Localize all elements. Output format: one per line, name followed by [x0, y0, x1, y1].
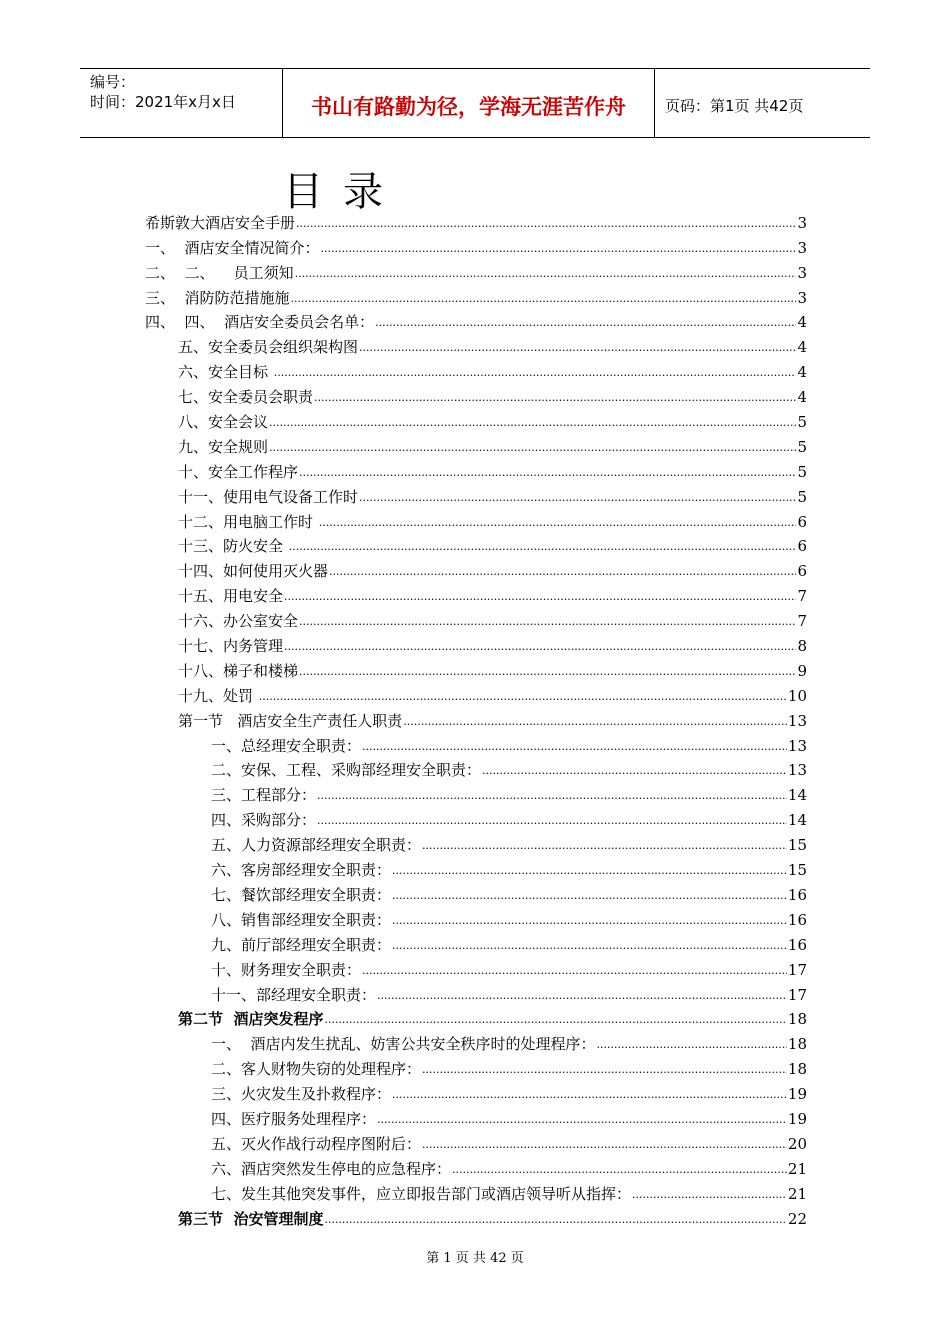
toc-entry[interactable] [145, 1054, 807, 1079]
toc-leader-dots [299, 613, 796, 631]
toc-entry-page: 3 [797, 238, 807, 257]
toc-entry-page: 18 [787, 1060, 807, 1079]
toc-leader-dots [422, 1136, 787, 1154]
toc-leader-dots [377, 987, 787, 1005]
toc-entry[interactable] [145, 955, 807, 980]
toc-entry-page: 13 [787, 736, 807, 755]
toc-entry-page: 14 [787, 811, 807, 830]
toc-entry-page: 5 [797, 487, 807, 506]
toc-entry[interactable] [145, 1204, 807, 1229]
toc-entry-page: 19 [787, 1085, 807, 1104]
toc-entry-page: 13 [787, 711, 807, 730]
toc-entry[interactable] [145, 706, 807, 731]
toc-entry-title: 六、安全目标 [178, 363, 273, 382]
toc-entry[interactable] [145, 606, 807, 631]
toc-entry-page: 7 [797, 587, 807, 606]
toc-entry-page: 21 [787, 1159, 807, 1178]
toc-entry-title: 三、火灾发生及扑救程序： [211, 1085, 392, 1104]
toc-entry[interactable] [145, 855, 807, 880]
toc-leader-dots [329, 563, 796, 581]
toc-entry-page: 4 [797, 388, 807, 407]
toc-leader-dots [359, 489, 796, 507]
toc-leader-dots [375, 314, 796, 332]
toc-entry-title: 十、安全工作程序 [178, 462, 299, 481]
toc-entry-title: 七、发生其他突发事件，应立即报告部门或酒店领导听从指挥： [211, 1184, 632, 1203]
toc-entry[interactable] [145, 880, 807, 905]
toc-entry-title: 一、 酒店内发生扰乱、妨害公共安全秩序时的处理程序： [211, 1035, 596, 1054]
toc-entry-page: 3 [797, 288, 807, 307]
toc-entry-page: 9 [797, 661, 807, 680]
toc-entry-title: 一、总经理安全职责： [211, 736, 362, 755]
toc-entry[interactable] [145, 1104, 807, 1129]
toc-entry-page: 22 [787, 1209, 807, 1228]
toc-entry[interactable] [145, 980, 807, 1005]
toc-leader-dots [319, 514, 797, 532]
toc-entry-title: 三、工程部分： [211, 786, 317, 805]
toc-entry[interactable] [145, 756, 807, 781]
toc-leader-dots [324, 1011, 786, 1029]
toc-leader-dots [317, 812, 787, 830]
toc-leader-dots [296, 215, 796, 233]
toc-entry-page: 4 [797, 363, 807, 382]
toc-leader-dots [259, 688, 787, 706]
toc-entry[interactable] [145, 407, 807, 432]
toc-entry[interactable] [145, 532, 807, 557]
toc-leader-dots [284, 638, 796, 656]
toc-leader-dots [632, 1186, 787, 1204]
toc-entry-title: 四、医疗服务处理程序： [211, 1109, 377, 1128]
toc-entry[interactable] [145, 208, 807, 233]
toc-entry-page: 15 [787, 836, 807, 855]
document-date: 时间：2021年x月x日 [90, 93, 236, 111]
toc-leader-dots [392, 862, 787, 880]
toc-entry-page: 16 [787, 910, 807, 929]
toc-entry-title: 四、采购部分： [211, 811, 317, 830]
toc-entry[interactable] [145, 258, 807, 283]
toc-entry-title: 十一、部经理安全职责： [211, 985, 377, 1004]
toc-leader-dots [392, 1086, 787, 1104]
toc-entry-page: 6 [797, 562, 807, 581]
toc-entry[interactable] [145, 631, 807, 656]
toc-leader-dots [295, 265, 797, 283]
toc-entry-title: 十三、防火安全 [178, 537, 288, 556]
toc-entry-title: 十、财务理安全职责： [211, 960, 362, 979]
header-meta [80, 69, 283, 137]
toc-entry-title: 八、销售部经理安全职责： [211, 910, 392, 929]
toc-entry[interactable] [145, 1029, 807, 1054]
toc-entry[interactable] [145, 507, 807, 532]
toc-entry[interactable] [145, 731, 807, 756]
toc-entry-page: 14 [787, 786, 807, 805]
toc-entry-page: 6 [797, 537, 807, 556]
toc-leader-dots [269, 439, 796, 457]
toc-entry[interactable] [145, 556, 807, 581]
toc-entry-page: 13 [787, 761, 807, 780]
toc-entry-page: 3 [797, 263, 807, 282]
toc-leader-dots [324, 1211, 786, 1229]
toc-entry-page: 5 [797, 437, 807, 456]
toc-entry[interactable] [145, 332, 807, 357]
toc-entry[interactable] [145, 432, 807, 457]
toc-leader-dots [362, 962, 787, 980]
toc-leader-dots [299, 663, 796, 681]
header-motto: 书山有路勤为径，学海无涯苦作舟 [283, 69, 655, 137]
toc-entry-page: 21 [787, 1184, 807, 1203]
toc-entry-title: 希斯敦大酒店安全手册 [145, 213, 296, 232]
toc-entry[interactable] [145, 1179, 807, 1204]
toc-entry-title: 二、 二、 员工须知 [145, 263, 294, 282]
toc-entry[interactable] [145, 656, 807, 681]
toc-entry-title: 七、安全委员会职责 [178, 388, 314, 407]
toc-entry-title: 二、安保、工程、采购部经理安全职责： [211, 761, 482, 780]
toc-entry[interactable] [145, 1005, 807, 1030]
toc-entry-page: 3 [797, 213, 807, 232]
toc-entry[interactable] [145, 482, 807, 507]
toc-entry[interactable] [145, 233, 807, 258]
toc-entry-title: 十八、梯子和楼梯 [178, 661, 299, 680]
toc-leader-dots [289, 538, 797, 556]
toc-entry[interactable] [145, 1154, 807, 1179]
toc-entry-page: 5 [797, 462, 807, 481]
toc-entry[interactable] [145, 805, 807, 830]
toc-entry[interactable] [145, 1079, 807, 1104]
toc-entry-page: 17 [787, 985, 807, 1004]
toc-entry-title: 十五、用电安全 [178, 587, 284, 606]
toc-leader-dots [291, 290, 797, 308]
toc-entry-title: 八、安全会议 [178, 413, 269, 432]
toc-entry-page: 7 [797, 612, 807, 631]
toc-entry[interactable] [145, 283, 807, 308]
toc-entry-page: 16 [787, 935, 807, 954]
toc-leader-dots [362, 738, 787, 756]
toc-entry-title: 十九、处罚 [178, 686, 258, 705]
toc-entry-page: 5 [797, 413, 807, 432]
toc-entry-page: 19 [787, 1109, 807, 1128]
toc-entry-page: 20 [787, 1134, 807, 1153]
toc-leader-dots [597, 1036, 787, 1054]
toc-entry-title: 十一、使用电气设备工作时 [178, 487, 359, 506]
toc-entry-title: 十六、办公室安全 [178, 612, 299, 631]
page-footer: 第 1 页 共 42 页 [426, 1251, 524, 1266]
toc-leader-dots [392, 912, 787, 930]
toc-leader-dots [314, 389, 796, 407]
toc-leader-dots [359, 339, 796, 357]
toc-entry-page: 17 [787, 960, 807, 979]
toc-entry-title: 五、安全委员会组织架构图 [178, 338, 359, 357]
toc-entry[interactable] [145, 830, 807, 855]
toc-entry-page: 6 [797, 512, 807, 531]
toc-entry[interactable] [145, 681, 807, 706]
toc-entry-page: 10 [787, 686, 807, 705]
toc-entry[interactable] [145, 930, 807, 955]
toc-entry-title: 十四、如何使用灭火器 [178, 562, 329, 581]
toc-entry[interactable] [145, 780, 807, 805]
toc-entry-title: 六、酒店突然发生停电的应急程序： [211, 1159, 452, 1178]
toc-entry[interactable] [145, 382, 807, 407]
toc-entry[interactable] [145, 357, 807, 382]
toc-leader-dots [422, 837, 787, 855]
toc-leader-dots [482, 762, 787, 780]
toc-entry-page: 16 [787, 885, 807, 904]
toc-entry[interactable] [145, 905, 807, 930]
toc-entry-title: 十七、内务管理 [178, 637, 284, 656]
toc-entry-title: 十二、用电脑工作时 [178, 512, 318, 531]
toc-entry-title: 二、客人财物失窃的处理程序： [211, 1060, 422, 1079]
toc-entry-title: 四、 四、 酒店安全委员会名单： [145, 313, 375, 332]
toc-entry-title: 第一节 酒店安全生产责任人职责 [178, 711, 403, 730]
toc-entry-title: 九、前厅部经理安全职责： [211, 935, 392, 954]
toc-entry-title: 七、餐饮部经理安全职责： [211, 885, 392, 904]
toc-leader-dots [377, 1111, 787, 1129]
toc-entry-title: 第三节 治安管理制度 [178, 1209, 324, 1228]
toc-leader-dots [392, 887, 787, 905]
toc-entry-title: 第二节 酒店突发程序 [178, 1010, 324, 1029]
toc-entry-page: 15 [787, 861, 807, 880]
toc-leader-dots [392, 937, 787, 955]
toc-entry[interactable] [145, 581, 807, 606]
page-header [80, 68, 870, 138]
document-number-label: 编号： [90, 73, 136, 91]
toc-leader-dots [403, 713, 787, 731]
header-page-info: 页码：第1页 共42页 [665, 96, 804, 115]
toc-leader-dots [452, 1161, 787, 1179]
toc-entry-page: 8 [797, 637, 807, 656]
toc-title: 目录 [283, 169, 403, 215]
toc-entry-title: 五、人力资源部经理安全职责： [211, 836, 422, 855]
toc-entry[interactable] [145, 1129, 807, 1154]
toc-leader-dots [321, 240, 797, 258]
toc-entry-title: 一、 酒店安全情况简介： [145, 238, 320, 257]
toc-entry-title: 九、安全规则 [178, 437, 269, 456]
toc-entry-page: 4 [797, 313, 807, 332]
toc-entry[interactable] [145, 308, 807, 333]
table-of-contents [145, 208, 807, 1229]
toc-entry-page: 18 [787, 1035, 807, 1054]
toc-leader-dots [317, 787, 787, 805]
toc-entry-page: 4 [797, 338, 807, 357]
toc-entry[interactable] [145, 457, 807, 482]
toc-entry-title: 五、灭火作战行动程序图附后： [211, 1134, 422, 1153]
toc-entry-title: 三、 消防防范措施施 [145, 288, 290, 307]
toc-leader-dots [274, 364, 797, 382]
toc-entry-title: 六、客房部经理安全职责： [211, 861, 392, 880]
toc-leader-dots [422, 1061, 787, 1079]
toc-leader-dots [299, 464, 796, 482]
toc-leader-dots [269, 414, 796, 432]
toc-leader-dots [284, 588, 796, 606]
toc-entry-page: 18 [787, 1010, 807, 1029]
